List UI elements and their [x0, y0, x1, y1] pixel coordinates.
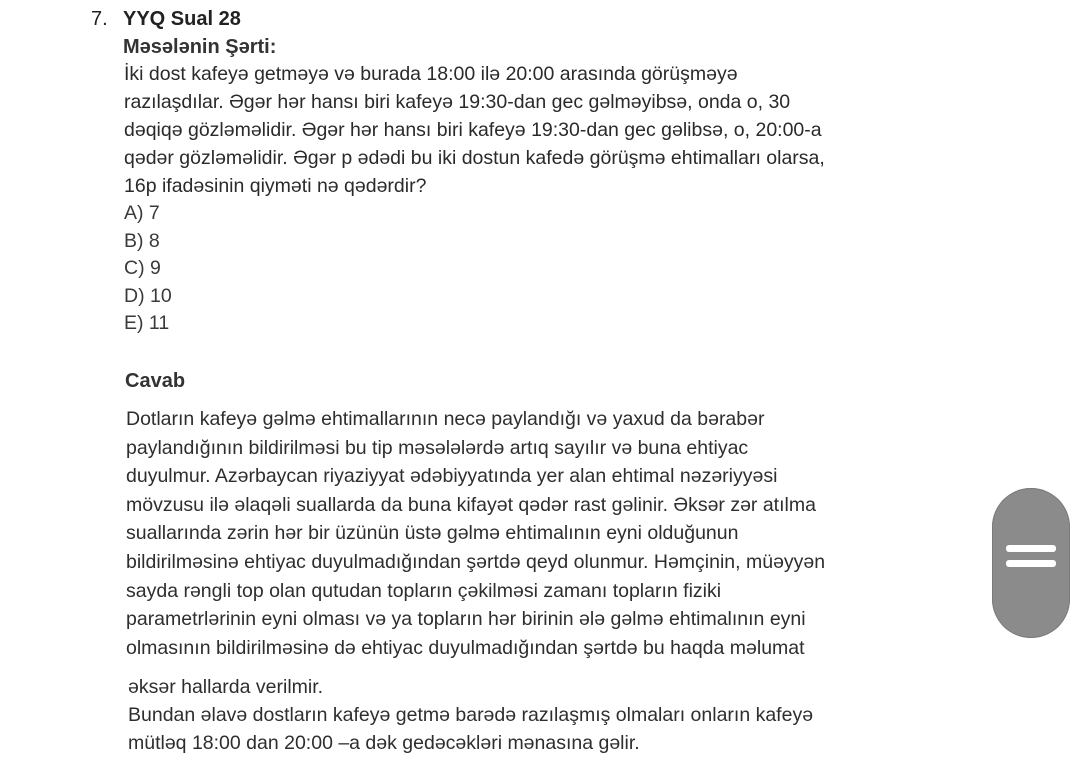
answer-line: sayda rəngli top olan qutudan topların çəkilməsi zamanı topların fiziki — [126, 579, 722, 602]
option-d: D) 10 — [124, 284, 172, 307]
condition-text — [124, 60, 825, 200]
condition-line: İki dost kafeyə getməyə və burada 18:00 ilə 20:00 arasında görüşməyə — [124, 63, 738, 85]
answer-line: Dotların kafeyə gəlmə ehtimallarının necə paylandığı və yaxud da bərabər — [126, 408, 765, 430]
answer-line: bildirilməsinə ehtiyac duyulmadığından şərtdə qeyd olunmur. Həmçinin, müəyyən — [126, 550, 826, 573]
condition-line: dəqiqə gözləməlidir. Əgər hər hansı biri kafeyə 19:30-dan gec gəlibsə, o, 20:00-a — [124, 119, 822, 141]
answer-heading: Cavab — [125, 370, 186, 392]
answer-line: olmasının bildirilməsinə də ehtiyac duyulmadığından şərtdə bu haqda məlumat — [126, 636, 805, 659]
condition-heading: Məsələnin Şərti: — [123, 36, 277, 58]
answer-line: parametrlərinin eyni olması və ya topların hər birinin ələ gəlmə ehtimalının eyni — [126, 608, 806, 631]
answer-line: əksər hallarda verilmir. — [128, 676, 324, 698]
drag-handle-icon — [1006, 545, 1056, 552]
condition-line: razılaşdılar. Əgər hər hansı biri kafeyə 19:30-dan gec gəlməyibsə, onda o, 30 — [124, 91, 791, 113]
answer-line: mütləq 18:00 dan 20:00 –a dək gedəcəkləri mənasına gəlir. — [128, 732, 640, 754]
drag-handle-icon — [1006, 560, 1056, 567]
option-e: E) 11 — [124, 312, 170, 334]
option-a: A) 7 — [124, 202, 160, 224]
answer-continuation — [128, 673, 813, 757]
option-b: B) 8 — [124, 229, 160, 252]
answer-options — [124, 200, 172, 338]
question-title: YYQ Sual 28 — [123, 8, 241, 30]
answer-line: mövzusu ilə əlaqəli suallarda da buna kifayət qədər rast gəlinir. Əksər zər atılma — [126, 493, 816, 516]
question-number: 7. — [91, 8, 108, 30]
answer-text — [126, 405, 825, 662]
answer-line: duyulmur. Azərbaycan riyaziyyat ədəbiyyatında yer alan ehtimal nəzəriyyəsi — [126, 465, 778, 488]
answer-line: Bundan əlavə dostların kafeyə getmə barədə razılaşmış olmaları onların kafeyə — [128, 704, 814, 726]
option-c: C) 9 — [124, 257, 161, 279]
answer-line: paylandığının bildirilməsi bu tip məsələlərdə artıq sayılır və buna ehtiyac — [126, 436, 749, 459]
answer-line: suallarında zərin hər bir üzünün üstə gəlmə ehtimalının eyni olduğunun — [126, 522, 739, 545]
condition-line: qədər gözləməlidir. Əgər p ədədi bu iki dostun kafedə görüşmə ehtimalları olarsa, — [124, 147, 825, 169]
scroll-drag-handle[interactable] — [992, 488, 1070, 638]
condition-line: 16p ifadəsinin qiyməti nə qədərdir? — [124, 175, 427, 197]
